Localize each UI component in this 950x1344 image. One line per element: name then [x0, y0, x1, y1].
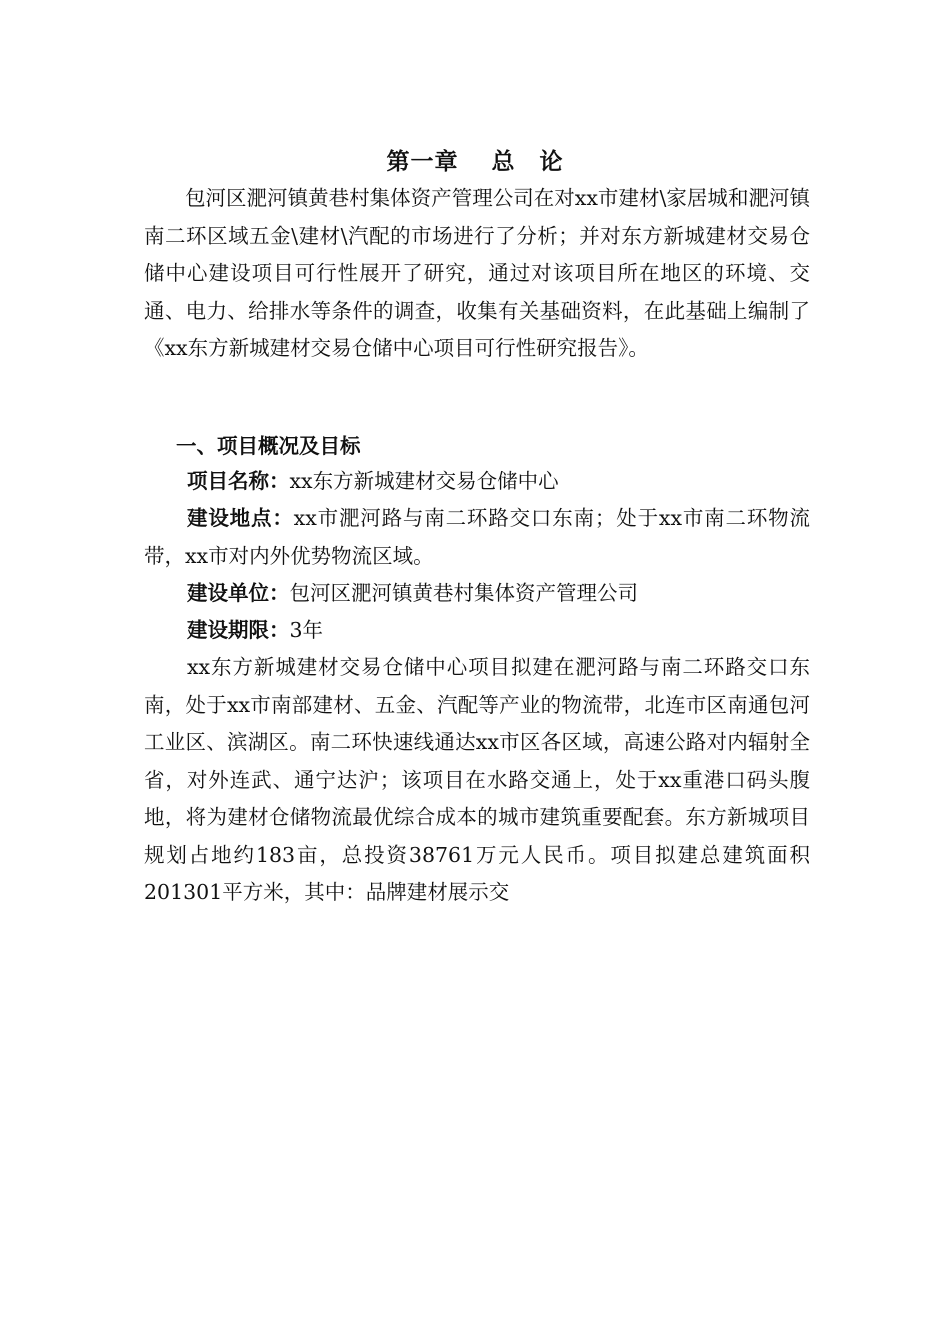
field-label: 建设单位： [187, 581, 290, 605]
field-value: xx东方新城建材交易仓储中心 [289, 469, 559, 493]
chapter-title: 第一章 总 论 [386, 149, 564, 175]
field-value: 3年 [289, 618, 324, 642]
field-duration [144, 612, 810, 650]
field-location [144, 500, 810, 575]
description-paragraph: xx东方新城建材交易仓储中心项目拟建在淝河路与南二环路交口东南，处于xx市南部建材、五金、汽配等产业的物流带，北连市区南通包河工业区、滨湖区。南二环快速线通达xx市区各区域，高速公路对内辐射全省，对外连武、通宁达沪；该项目在水路交通上，处于xx重港口码头腹地，将为建材仓储物流最优综合成本的城市建筑重要配套。东方新城项目规划占地约183亩，总投资38761万元人民币。项目拟建总建筑面积201301平方米，其中：品牌建材展示交 [144, 655, 810, 904]
field-label: 建设地点： [187, 506, 294, 530]
section-heading: 一、项目概况及目标 [176, 434, 361, 458]
field-value: 包河区淝河镇黄巷村集体资产管理公司 [289, 581, 638, 605]
field-unit [144, 575, 810, 613]
intro-paragraph: 包河区淝河镇黄巷村集体资产管理公司在对xx市建材\家居城和淝河镇南二环区域五金\建材\汽配的市场进行了分析；并对东方新城建材交易仓储中心建设项目可行性展开了研究，通过对该项目所在地区的环境、交通、电力、给排水等条件的调查，收集有关基础资料，在此基础上编制了《xx东方新城建材交易仓储中心项目可行性研究报告》。 [144, 186, 810, 360]
field-project-name [144, 463, 810, 501]
field-value: xx市淝河路与南二环路交口东南；处于xx市南二环物流带，xx市对内外优势物流区域。 [144, 506, 810, 568]
field-label: 建设期限： [187, 618, 290, 642]
field-label: 项目名称： [187, 469, 290, 493]
